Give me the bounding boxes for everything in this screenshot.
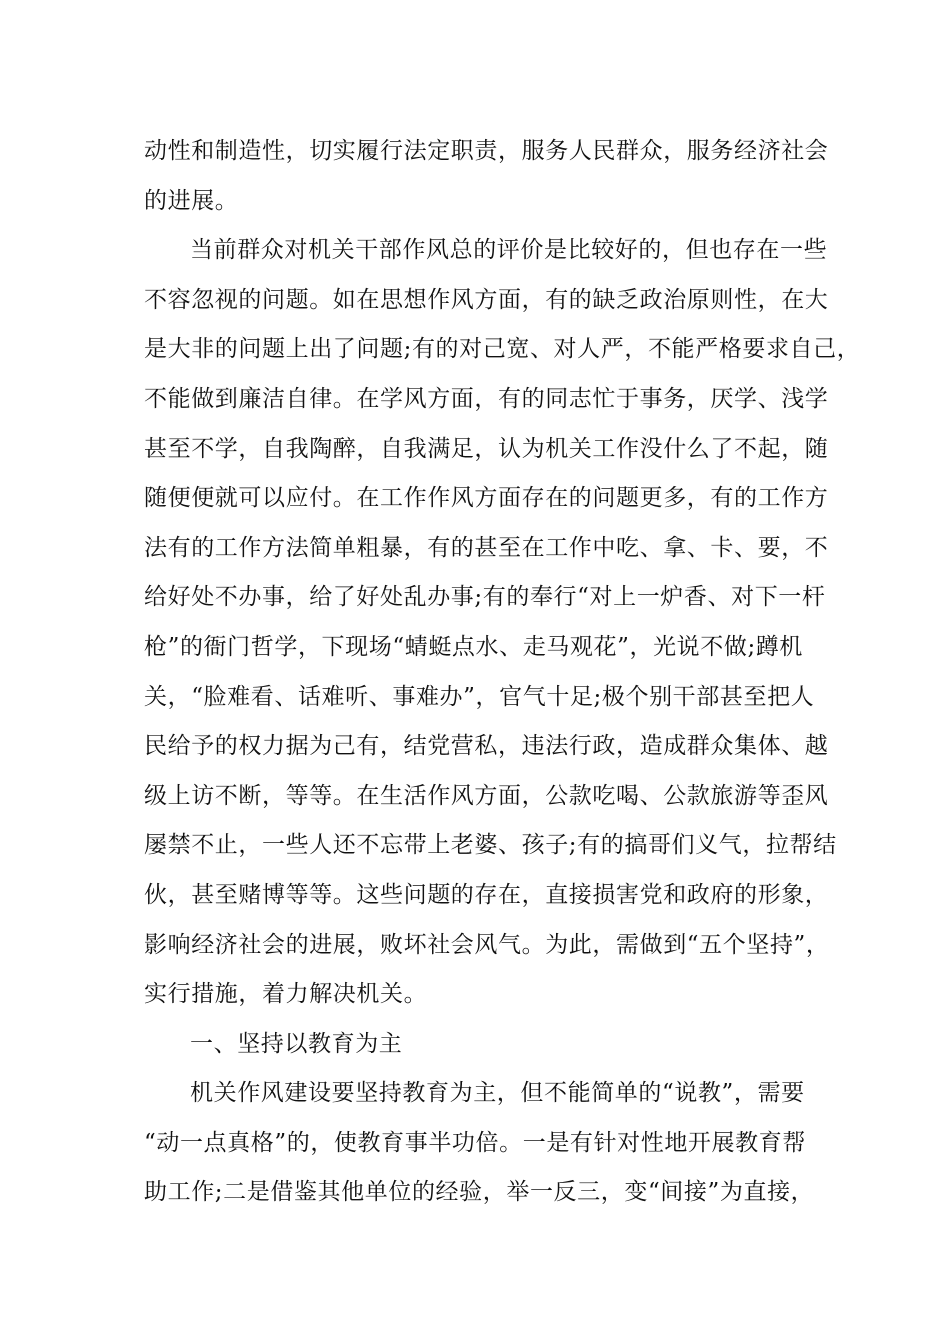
paragraph-line: 不容忽视的问题。如在思想作风方面，有的缺乏政治原则性，在大 [144, 286, 829, 313]
paragraph-line: 动性和制造性，切实履行法定职责，服务人民群众，服务经济社会 [144, 138, 829, 164]
paragraph-line: 甚至不学，自我陶醉，自我满足，认为机关工作没什么了不起，随 [144, 435, 829, 462]
paragraph-line: 实行措施，着力解决机关。 [144, 981, 428, 1008]
paragraph-line: 不能做到廉洁自律。在学风方面，有的同志忙于事务，厌学、浅学 [144, 385, 829, 412]
paragraph-line: 给好处不办事，给了好处乱办事;有的奉行“对上一炉香、对下一杆 [144, 584, 826, 611]
document-body [144, 127, 861, 1218]
paragraph-line: 枪”的衙门哲学，下现场“蜻蜓点水、走马观花”，光说不做;蹲机 [144, 633, 804, 660]
paragraph-line: 级上访不断，等等。在生活作风方面，公款吃喝、公款旅游等歪风 [144, 782, 829, 809]
paragraph-line: 民给予的权力据为己有，结党营私，违法行政，造成群众集体、越 [144, 733, 829, 760]
paragraph-line: 机关作风建设要坚持教育为主，但不能简单的“说教”，需要 [190, 1080, 805, 1107]
paragraph-line: 伙，甚至赌博等等。这些问题的存在，直接损害党和政府的形象， [144, 881, 829, 908]
paragraph-line: 当前群众对机关干部作风总的评价是比较好的，但也存在一些 [190, 237, 828, 264]
paragraph-line: 法有的工作方法简单粗暴，有的甚至在工作中吃、拿、卡、要，不 [144, 534, 829, 561]
paragraph-line: 是大非的问题上出了问题;有的对己宽、对人严，不能严格要求自己， [144, 336, 861, 363]
paragraph-line: 关，“脸难看、话难听、事难办”，官气十足;极个别干部甚至把人 [144, 683, 815, 710]
paragraph-line: 的进展。 [144, 187, 239, 214]
paragraph-line: 助工作;二是借鉴其他单位的经验，举一反三，变“间接”为直接， [144, 1179, 815, 1206]
section-heading: 一、坚持以教育为主 [190, 1030, 403, 1057]
paragraph-line: 屡禁不止，一些人还不忘带上老婆、孩子;有的搞哥们义气，拉帮结 [144, 832, 837, 859]
paragraph-line: “动一点真格”的，使教育事半功倍。一是有针对性地开展教育帮 [144, 1129, 806, 1156]
paragraph-line: 影响经济社会的进展，败坏社会风气。为此，需做到“五个坚持”， [144, 931, 830, 958]
paragraph-line: 随便便就可以应付。在工作作风方面存在的问题更多，有的工作方 [144, 485, 829, 512]
